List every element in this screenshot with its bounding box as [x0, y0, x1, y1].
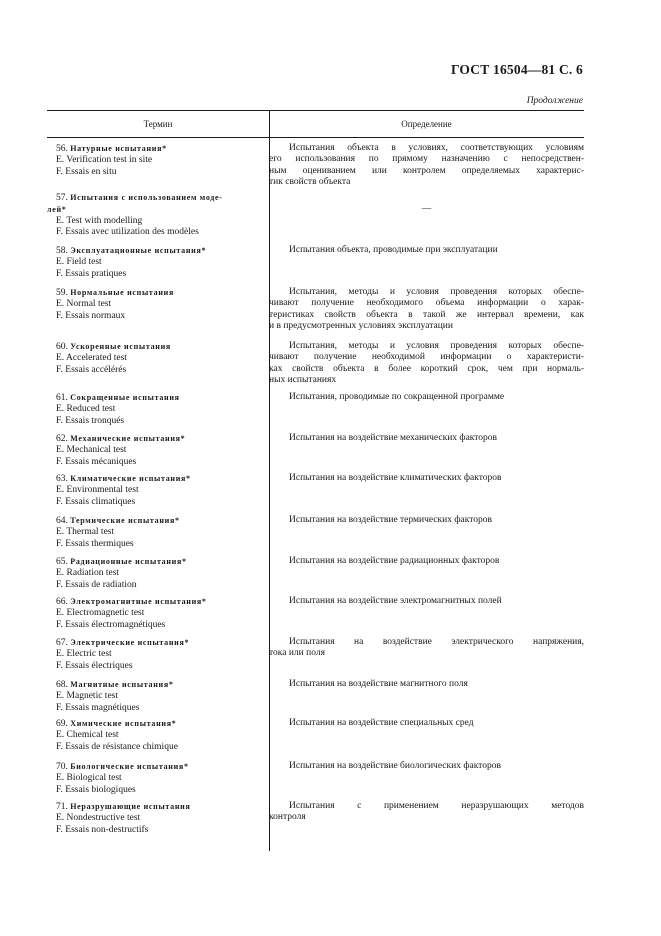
definition-cell [269, 679, 584, 690]
term-cell [56, 596, 266, 631]
term-heading [56, 556, 266, 568]
term-heading [56, 287, 266, 299]
term-name-continued: лей* [47, 205, 67, 215]
definition-cell [269, 287, 584, 332]
term-heading [56, 515, 266, 527]
term-cell [56, 433, 266, 468]
term-number: 63. [56, 474, 68, 484]
definition-line: тока или поля [269, 648, 325, 659]
column-divider [269, 136, 270, 851]
term-number: 71. [56, 802, 68, 812]
definition-cell [269, 392, 584, 403]
term-cell [56, 287, 266, 322]
french-equivalent: F. Essais accélérés [56, 364, 127, 375]
term-name: Биологические испытания* [70, 762, 189, 771]
definition-line: Испытания на воздействие механических факторов [289, 433, 498, 443]
definition-cell [269, 515, 584, 526]
french-equivalent: F. Essais mécaniques [56, 456, 137, 467]
term-cell [56, 245, 266, 280]
term-number: 68. [56, 680, 68, 690]
definition-line: ным оцениванием или контролем определяемых характерис- [269, 165, 584, 176]
term-name: Механические испытания* [70, 434, 186, 443]
definition-cell [269, 473, 584, 484]
english-equivalent: E. Chemical test [56, 730, 119, 741]
continuation-label: Продолжение [526, 96, 583, 106]
term-cell [56, 637, 266, 672]
term-name: Натурные испытания* [70, 144, 167, 153]
english-equivalent: E. Field test [56, 257, 102, 268]
english-equivalent: E. Nondestructive test [56, 813, 141, 824]
english-equivalent: E. Normal test [56, 299, 112, 310]
term-heading [56, 596, 266, 608]
term-number: 60. [56, 342, 68, 352]
term-number: 67. [56, 638, 68, 648]
term-name: Неразрушающие испытания [70, 802, 191, 811]
term-number: 62. [56, 434, 68, 444]
term-cell [56, 143, 266, 178]
definition-line: Испытания на воздействие климатических факторов [289, 473, 502, 483]
column-header-term: Термин [143, 119, 173, 129]
english-equivalent: E. Radiation test [56, 568, 120, 579]
definition-cell [269, 801, 584, 824]
definition-line: и в предусмотренных условиях эксплуатации [269, 320, 453, 331]
definition-dash: — [421, 204, 432, 214]
term-number: 64. [56, 516, 68, 526]
term-name: Химические испытания* [70, 719, 177, 728]
term-cell [56, 679, 266, 714]
term-name: Термические испытания* [70, 516, 180, 525]
definition-cell [269, 341, 584, 386]
definition-line: Испытания на воздействие электрического напряжения, [289, 637, 584, 647]
term-number: 59. [56, 288, 68, 298]
english-equivalent: E. Thermal test [56, 527, 115, 538]
column-header-definition: Определение [401, 119, 452, 129]
term-heading [56, 718, 266, 730]
french-equivalent: F. Essais électromagnétiques [56, 619, 166, 630]
definition-line: теристиках свойств объекта в такой же интервал времени, как [269, 309, 584, 320]
french-equivalent: F. Essais tronqués [56, 415, 125, 426]
term-name: Сокращенные испытания [70, 393, 180, 402]
term-number: 58. [56, 246, 68, 256]
english-equivalent: E. Biological test [56, 773, 122, 784]
term-heading [56, 801, 266, 813]
term-cell [56, 556, 266, 591]
french-equivalent: F. Essais en situ [56, 166, 117, 177]
definition-line: чивают получение необходимого объема информации о харак- [269, 298, 584, 309]
table-header [47, 110, 584, 138]
term-cell [56, 341, 266, 376]
definition-line: Испытания на воздействие биологических факторов [289, 761, 501, 771]
definition-line: Испытания, методы и условия проведения которых обеспе- [289, 287, 584, 297]
english-equivalent: E. Accelerated test [56, 353, 127, 364]
definition-line: чивают получение необходимой информации о характеристи- [269, 352, 584, 363]
term-heading [56, 143, 266, 155]
definition-cell [269, 245, 584, 256]
definition-cell [269, 637, 584, 660]
term-name: Нормальные испытания [70, 288, 174, 297]
english-equivalent: E. Test with modelling [56, 215, 143, 226]
definition-cell [269, 433, 584, 444]
french-equivalent: F. Essais de radiation [56, 579, 137, 590]
english-equivalent: E. Electromagnetic test [56, 608, 145, 619]
definition-cell [269, 718, 584, 729]
definition-line: ных испытаниях [269, 374, 337, 385]
term-number: 69. [56, 719, 68, 729]
definition-line: ках свойств объекта в более короткий срок, чем при нормаль- [269, 363, 584, 374]
term-cell [56, 718, 266, 753]
english-equivalent: E. Verification test in site [56, 155, 153, 166]
term-number: 56. [56, 144, 68, 154]
definition-line: Испытания на воздействие специальных сред [289, 718, 474, 728]
page-header-title: ГОСТ 16504—81 С. 6 [450, 62, 583, 77]
definition-line: его использования по прямому назначению с непосредствен- [269, 154, 584, 165]
english-equivalent: E. Electric test [56, 649, 112, 660]
french-equivalent: F. Essais avec utilization des modèles [56, 226, 199, 237]
definition-line: Испытания объекта, проводимые при эксплуатации [289, 245, 498, 255]
terms-table [47, 110, 584, 835]
definition-line: Испытания, проводимые по сокращенной программе [289, 392, 505, 402]
english-equivalent: E. Reduced test [56, 404, 116, 415]
term-name: Испытания с использованием моде- [70, 193, 223, 202]
term-heading [56, 761, 266, 773]
term-cell [56, 473, 266, 508]
term-heading [56, 392, 266, 404]
definition-cell [269, 761, 584, 772]
definition-line: Испытания, методы и условия проведения которых обеспе- [289, 341, 584, 351]
term-name: Электрические испытания* [70, 638, 190, 647]
french-equivalent: F. Essais de résistance chimique [56, 741, 178, 752]
term-cell [47, 192, 266, 238]
definition-line: контроля [269, 812, 306, 823]
term-cell [56, 515, 266, 550]
term-number: 61. [56, 393, 68, 403]
term-heading [56, 679, 266, 691]
english-equivalent: E. Magnetic test [56, 691, 118, 702]
term-heading [56, 341, 266, 353]
term-number: 65. [56, 557, 68, 567]
term-name: Эксплуатационные испытания* [70, 246, 207, 255]
definition-cell [269, 556, 584, 567]
term-heading [56, 637, 266, 649]
term-heading [56, 192, 266, 204]
definition-line: Испытания с применением неразрушающих методов [289, 801, 584, 811]
english-equivalent: E. Mechanical test [56, 445, 127, 456]
definition-cell [269, 143, 584, 188]
term-heading [56, 473, 266, 485]
term-heading [56, 245, 266, 257]
term-cell [56, 761, 266, 796]
definition-line: Испытания на воздействие электромагнитных полей [289, 596, 502, 606]
definition-line: тик свойств объекта [269, 176, 351, 187]
definition-line: Испытания объекта в условиях, соответствующих условиям [289, 143, 584, 153]
term-number: 70. [56, 762, 68, 772]
english-equivalent: E. Environmental test [56, 485, 139, 496]
definition-line: Испытания на воздействие магнитного поля [289, 679, 468, 689]
french-equivalent: F. Essais électriques [56, 660, 133, 671]
term-name: Ускоренные испытания [70, 342, 171, 351]
term-number: 66. [56, 597, 68, 607]
french-equivalent: F. Essais non-destructifs [56, 824, 149, 835]
term-heading [56, 433, 266, 445]
french-equivalent: F. Essais magnétiques [56, 702, 140, 713]
french-equivalent: F. Essais pratiques [56, 268, 127, 279]
definition-line: Испытания на воздействие термических факторов [289, 515, 492, 525]
french-equivalent: F. Essais normaux [56, 310, 126, 321]
term-name: Климатические испытания* [70, 474, 191, 483]
term-cell [56, 801, 266, 836]
definition-line: Испытания на воздействие радиационных факторов [289, 556, 500, 566]
term-number: 57. [56, 193, 68, 203]
term-name: Радиационные испытания* [70, 557, 187, 566]
term-cell [56, 392, 266, 427]
french-equivalent: F. Essais climatiques [56, 496, 136, 507]
term-name: Электромагнитные испытания* [70, 597, 207, 606]
french-equivalent: F. Essais biologiques [56, 784, 136, 795]
definition-cell [269, 596, 584, 607]
term-name: Магнитные испытания* [70, 680, 174, 689]
french-equivalent: F. Essais thermiques [56, 538, 134, 549]
